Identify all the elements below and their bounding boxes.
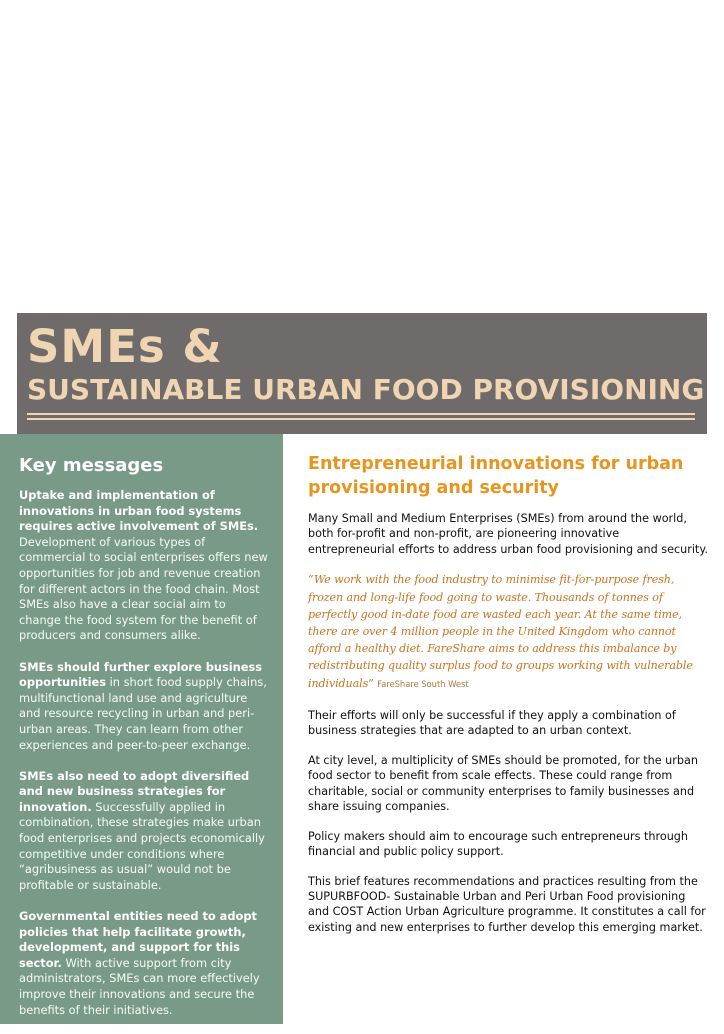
key-message-2-text: in short food supply chains, multifunctional land use and agriculture and resource recycling in urban and peri-urban areas. They can learn from other experiences and peer-to-peer exchange.: [19, 675, 267, 752]
key-message-4: [19, 909, 271, 1018]
key-message-3: [19, 769, 271, 894]
key-message-4-text: With active support from city administrators, SMEs can more effectively improve their innovations and secure the benefits of their initiatives.: [19, 955, 260, 1017]
key-messages-sidebar: [0, 434, 283, 1024]
title-banner: [17, 313, 707, 434]
key-message-1: [19, 488, 271, 644]
key-message-3-lead: SMEs also need to adopt diversified and new business strategies for innovation.: [19, 768, 250, 814]
key-messages-body: [19, 488, 271, 1034]
pull-quote: [308, 571, 708, 693]
section-heading: Entrepreneurial innovations for urban provisioning and security: [308, 454, 684, 498]
body-paragraph-3: Policy makers should aim to encourage such entrepreneurs through financial and public policy support.: [308, 829, 688, 858]
body-paragraph-4: This brief features recommendations and practices resulting from the SUPURBFOOD- Sustainable Urban and Peri Urban Food provisioning and COST Action Urban Agriculture programme. It constitutes a call for existing and new enterprises to further develop this emerging market.: [308, 874, 706, 934]
title-line-1: SMEs &: [27, 320, 223, 373]
intro-paragraph: Many Small and Medium Enterprises (SMEs) from around the world, both for-profit and non-profit, are pioneering innovative entrepreneurial efforts to address urban food provisioning and security.: [308, 512, 708, 556]
key-message-1-lead: Uptake and implementation of innovations in urban food systems requires active involvement of SMEs.: [19, 488, 259, 534]
key-message-2-lead: SMEs should further explore business opportunities: [19, 659, 263, 690]
title-line-2: SUSTAINABLE URBAN FOOD PROVISIONING: [27, 373, 705, 406]
pull-quote-text: “We work with the food industry to minimise fit-for-purpose fresh, frozen and long-life food going to waste. Thousands of tonnes of perfectly good in-date food are wasted each year. At the same time, there are over 4 million people in the United Kingdom who cannot afford a healthy diet. FareShare aims to address this imbalance by redistributing quality surplus food to groups working with vulnerable individuals”: [308, 573, 693, 690]
body-paragraph-2: At city level, a multiplicity of SMEs should be promoted, for the urban food sector to benefit from scale effects. These could range from charitable, social or community enterprises to family businesses and share issuing companies.: [308, 753, 698, 813]
pull-quote-source: FareShare South West: [377, 679, 469, 690]
key-message-4-lead: Governmental entities need to adopt policies that help facilitate growth, development, and support for this sector.: [19, 909, 257, 970]
main-column: [308, 452, 708, 949]
key-message-1-text: Development of various types of commercial to social enterprises offers new opportunities for job and revenue creation for different actors in the food chain. Most SMEs also have a clear social aim to change the food system for the benefit of producers and consumers alike.: [19, 534, 268, 643]
title-divider-top: [27, 413, 695, 415]
key-message-3-text: Successfully applied in combination, these strategies make urban food enterprises and projects economically competitive under conditions where “agribusiness as usual” would not be profitable or sustainable.: [19, 799, 265, 892]
key-message-2: [19, 660, 271, 754]
key-messages-heading: Key messages: [19, 455, 164, 476]
title-divider-bottom: [27, 418, 695, 420]
body-paragraph-1: Their efforts will only be successful if they apply a combination of business strategies that are adapted to an urban context.: [308, 708, 676, 738]
